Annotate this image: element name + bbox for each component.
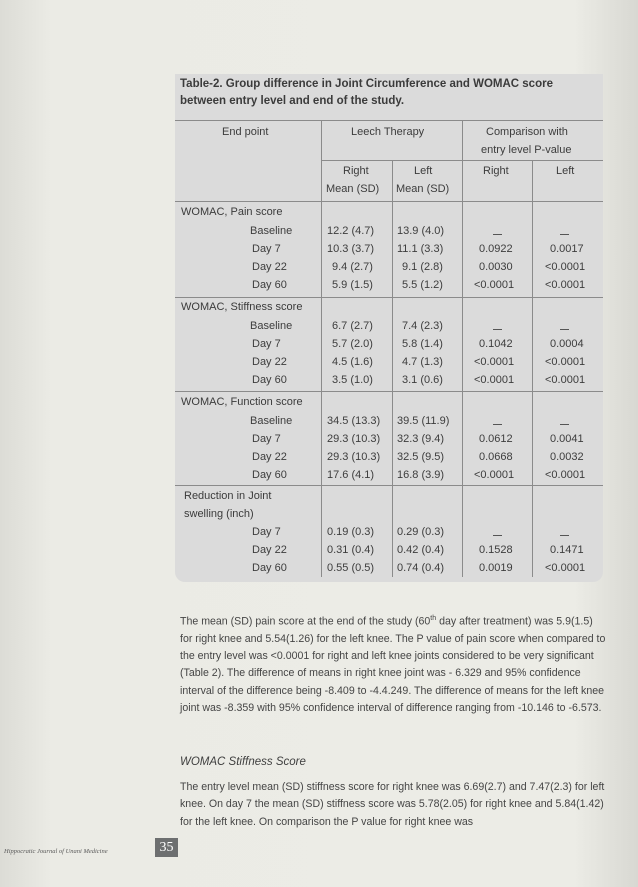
p-value-left-dash	[560, 234, 569, 235]
left-mean-sd: 16.8 (3.9)	[397, 469, 445, 481]
right-mean-sd: 17.6 (4.1)	[327, 469, 375, 481]
paragraph-stiffness: The entry level mean (SD) stiffness score for right knee was 6.69(2.7) and 7.47(2.3) for left knee. On day 7 the mean (SD) stiffness score was 5.78(2.05) for right knee and 5.84(1.42) for the left knee. On comparison the P value for right knee was	[180, 781, 605, 828]
p-value-left: 0.1471	[550, 544, 584, 556]
p-value-left: <0.0001	[545, 279, 586, 291]
p-value-left: 0.0032	[550, 451, 584, 463]
group-rule	[175, 485, 603, 486]
header-right: Right	[343, 165, 369, 177]
p-value-left: <0.0001	[545, 261, 586, 273]
right-mean-sd: 6.7 (2.7)	[332, 320, 373, 332]
left-mean-sd: 4.7 (1.3)	[402, 356, 443, 368]
right-mean-sd: 29.3 (10.3)	[327, 433, 381, 445]
p-value-right: 0.0030	[479, 261, 513, 273]
left-mean-sd: 5.5 (1.2)	[402, 279, 443, 291]
p-value-right: 0.1042	[479, 338, 513, 350]
p-value-left-dash	[560, 535, 569, 536]
row-label: Baseline	[250, 225, 293, 237]
p-value-right: 0.0612	[479, 433, 513, 445]
header-bottom-rule	[175, 201, 603, 202]
row-label: Day 60	[252, 374, 287, 386]
row-label: Baseline	[250, 320, 293, 332]
p-value-left: <0.0001	[545, 356, 586, 368]
right-mean-sd: 4.5 (1.6)	[332, 356, 373, 368]
p-value-left: 0.0041	[550, 433, 584, 445]
left-mean-sd: 0.74 (0.4)	[397, 562, 445, 574]
right-mean-sd: 0.55 (0.5)	[327, 562, 375, 574]
page-number: 35	[155, 838, 178, 857]
p-value-right: <0.0001	[474, 279, 515, 291]
header-p-left: Left	[556, 165, 575, 177]
row-label: Day 22	[252, 356, 287, 368]
right-mean-sd: 0.31 (0.4)	[327, 544, 375, 556]
right-mean-sd: 0.19 (0.3)	[327, 526, 375, 538]
right-mean-sd: 5.7 (2.0)	[332, 338, 373, 350]
column-divider	[532, 160, 533, 577]
group-title: WOMAC, Function score	[181, 396, 303, 408]
left-mean-sd: 39.5 (11.9)	[397, 415, 450, 427]
right-mean-sd: 12.2 (4.7)	[327, 225, 375, 237]
right-mean-sd: 10.3 (3.7)	[327, 243, 375, 255]
header-comparison-2: entry level P-value	[481, 144, 572, 156]
right-mean-sd: 29.3 (10.3)	[327, 451, 381, 463]
p-value-left-dash	[560, 329, 569, 330]
left-mean-sd: 0.29 (0.3)	[397, 526, 445, 538]
row-label: Day 22	[252, 261, 287, 273]
p-value-left: <0.0001	[545, 469, 586, 481]
header-comparison: Comparison with	[486, 126, 568, 138]
left-mean-sd: 9.1 (2.8)	[402, 261, 443, 273]
p-value-left: 0.0017	[550, 243, 584, 255]
column-divider	[392, 160, 393, 577]
p-value-right: <0.0001	[474, 374, 515, 386]
left-mean-sd: 11.1 (3.3)	[397, 243, 444, 255]
header-endpoint: End point	[222, 126, 269, 138]
group-rule	[175, 297, 603, 298]
right-mean-sd: 34.5 (13.3)	[327, 415, 381, 427]
left-mean-sd: 7.4 (2.3)	[402, 320, 443, 332]
p-value-right-dash	[493, 234, 502, 235]
row-label: Day 7	[252, 338, 281, 350]
p-value-left: 0.0004	[550, 338, 584, 350]
header-left-mean: Mean (SD)	[396, 183, 450, 195]
table-top-rule	[175, 120, 603, 121]
group-rule	[175, 391, 603, 392]
row-label: Day 60	[252, 469, 287, 481]
p-value-left: <0.0001	[545, 562, 586, 574]
section-title: WOMAC Stiffness Score	[180, 756, 306, 768]
header-p-right: Right	[483, 165, 509, 177]
left-mean-sd: 0.42 (0.4)	[397, 544, 445, 556]
row-label: Baseline	[250, 415, 293, 427]
p-value-right: <0.0001	[474, 356, 515, 368]
group-title: WOMAC, Pain score	[181, 206, 283, 218]
left-mean-sd: 13.9 (4.0)	[397, 225, 445, 237]
p-value-right: 0.0019	[479, 562, 513, 574]
p-value-right: 0.0668	[479, 451, 513, 463]
p-value-right: 0.0922	[479, 243, 513, 255]
column-divider	[462, 120, 463, 577]
p-value-right-dash	[493, 329, 502, 330]
table-caption: Table-2. Group difference in Joint Circumference and WOMAC score between entry level and end of the study.	[180, 78, 553, 107]
row-label: Day 60	[252, 562, 287, 574]
row-label: Day 7	[252, 433, 281, 445]
row-label: Day 60	[252, 279, 287, 291]
p-value-right: <0.0001	[474, 469, 515, 481]
right-mean-sd: 3.5 (1.0)	[332, 374, 373, 386]
row-label: Day 7	[252, 526, 281, 538]
row-label: Day 7	[252, 243, 281, 255]
right-mean-sd: 9.4 (2.7)	[332, 261, 373, 273]
row-label: Day 22	[252, 451, 287, 463]
group-title: Reduction in Joint	[184, 490, 272, 502]
header-left: Left	[414, 165, 433, 177]
right-mean-sd: 5.9 (1.5)	[332, 279, 373, 291]
header-right-mean: Mean (SD)	[326, 183, 380, 195]
journal-name: Hippocratic Journal of Unani Medicine	[4, 848, 108, 855]
left-mean-sd: 3.1 (0.6)	[402, 374, 443, 386]
left-mean-sd: 32.3 (9.4)	[397, 433, 445, 445]
paragraph-pain: The mean (SD) pain score at the end of the study (60th day after treatment) was 5.9(1.5) for right knee and 5.54(1.26) for the left knee. The P value of pain score when compared to the entry level was <0.0001 for right and left knee joints considered to be very significant (Table 2). The difference of means in right knee joint was - 6.329 and 95% confidence interval of the difference being -8.409 to -4.4.249. The difference of means for the left knee joint was -8.359 with 95% confidence interval of difference ranging from -10.146 to -6.573.	[180, 615, 606, 715]
p-value-right-dash	[493, 535, 502, 536]
p-value-left-dash	[560, 424, 569, 425]
header-leech-therapy: Leech Therapy	[351, 126, 425, 138]
p-value-right: 0.1528	[479, 544, 513, 556]
p-value-left: <0.0001	[545, 374, 586, 386]
left-mean-sd: 5.8 (1.4)	[402, 338, 443, 350]
p-value-right-dash	[493, 424, 502, 425]
left-mean-sd: 32.5 (9.5)	[397, 451, 445, 463]
row-label: Day 22	[252, 544, 287, 556]
group-title: WOMAC, Stiffness score	[181, 301, 303, 313]
column-divider	[321, 120, 322, 577]
group-title-line2: swelling (inch)	[184, 508, 254, 520]
